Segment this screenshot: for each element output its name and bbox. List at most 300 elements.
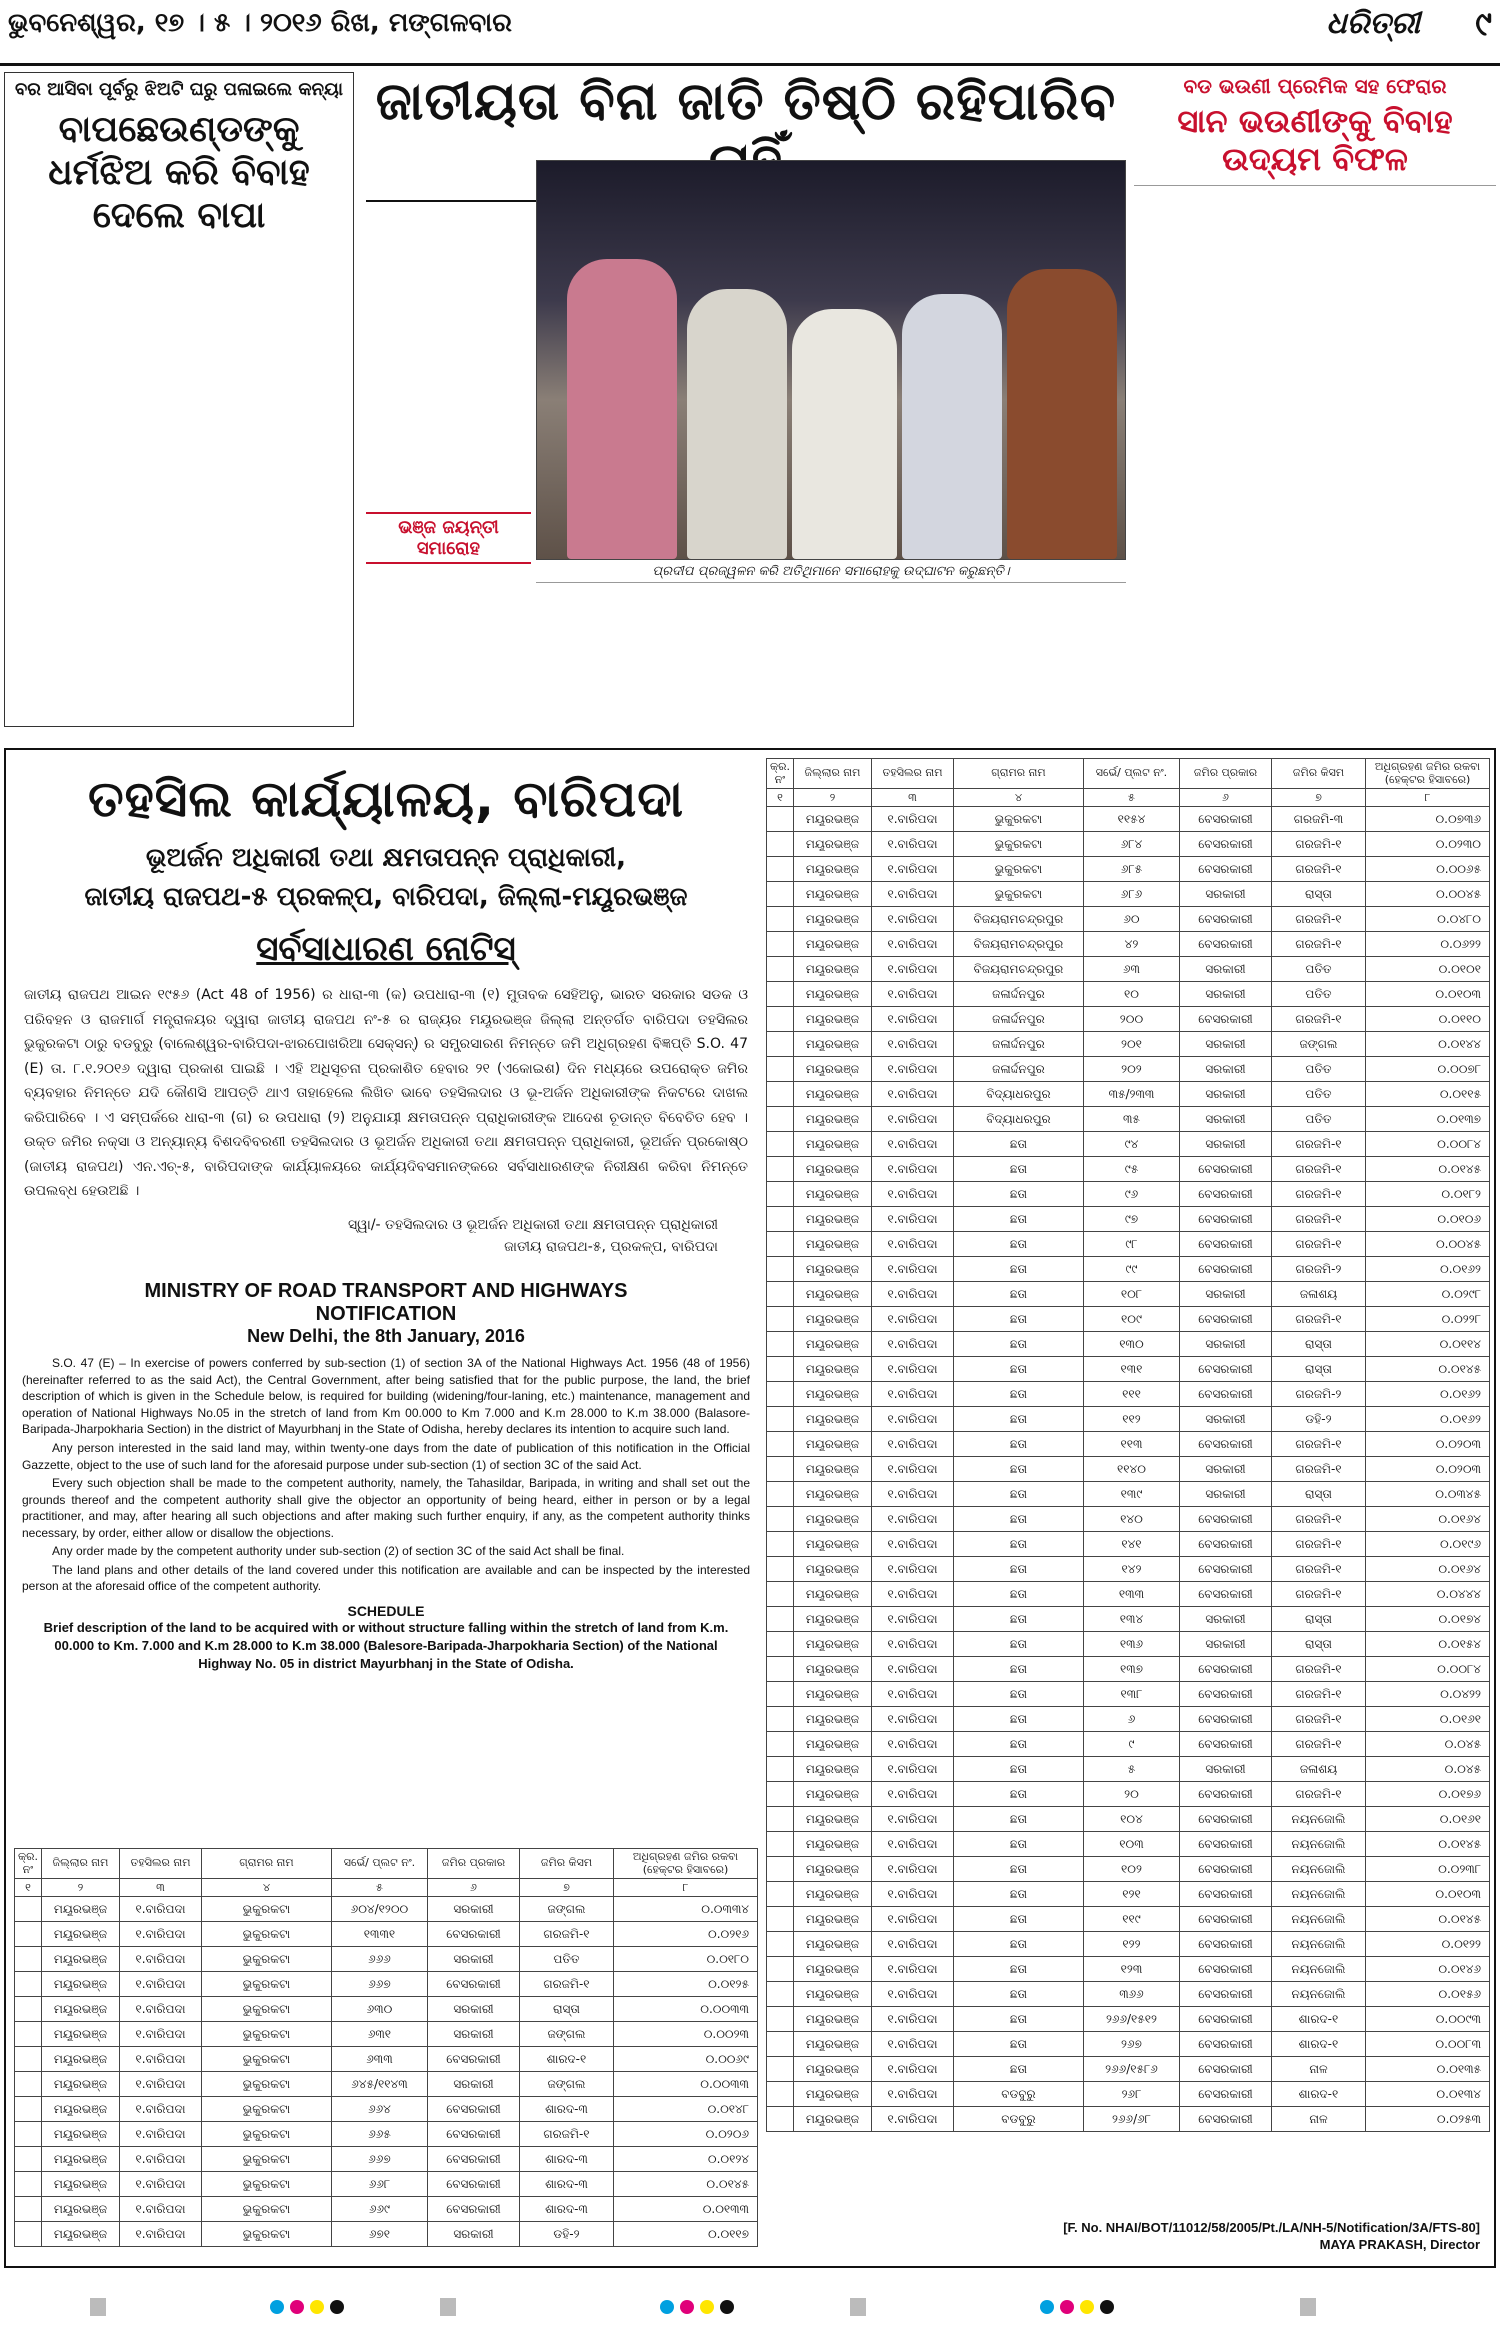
schedule-heading: SCHEDULE	[347, 1602, 425, 1619]
table-cell: ପତିତ	[1271, 957, 1365, 982]
table-cell: ବେସରକାରୀ	[1179, 1857, 1271, 1882]
table-cell: ୧୧୫୪	[1083, 807, 1179, 832]
story-right	[1134, 72, 1496, 727]
table-cell: ୦.୦୧୬୨	[1365, 1382, 1489, 1407]
table-cell: ଶାରଦ-୧	[1271, 2082, 1365, 2107]
table-cell: ୧.ବାରିପଦା	[871, 1907, 953, 1932]
table-cell: ମୟୂରଭଞ୍ଜ	[793, 982, 871, 1007]
table-row	[767, 2082, 1490, 2107]
story-center-headline: ଜାତୀୟତା ବିନା ଜାତି ତିଷ୍ଠି ରହିପାରିବ	[366, 72, 1126, 202]
table-cell: ମୟୂରଭଞ୍ଜ	[793, 2082, 871, 2107]
table-cell: ସରକାରୀ	[427, 2222, 519, 2247]
column-index: ୧	[15, 1879, 42, 1897]
table-cell: ୧.ବାରିପଦା	[871, 1032, 953, 1057]
table-cell: ଭୁକୁରକଟା	[953, 857, 1083, 882]
table-cell: ବେସରକାରୀ	[1179, 1532, 1271, 1557]
table-cell: ବେସରକାରୀ	[1179, 1232, 1271, 1257]
table-cell: ୬୪୫/୧୧୪୩	[331, 2072, 427, 2097]
government-notice	[4, 748, 1496, 2268]
table-cell: ବେସରକାରୀ	[1179, 1207, 1271, 1232]
story-right-body	[1134, 192, 1496, 732]
table-row	[767, 1407, 1490, 1432]
table-cell: ୦.୦୧୮୦	[613, 1947, 757, 1972]
table-cell: ସରକାରୀ	[1179, 1332, 1271, 1357]
table-cell	[767, 1082, 794, 1107]
story-left	[4, 72, 354, 727]
column-index: ୬	[1179, 789, 1271, 807]
table-cell: ୧.ବାରିପଦା	[871, 1357, 953, 1382]
column-header: ଜମିର ପ୍ରକାର	[427, 1849, 519, 1879]
table-cell: ୦.୦୨୩୮	[1365, 1857, 1489, 1882]
table-cell: ୨୬୬/୧୫୮୬	[1083, 2057, 1179, 2082]
table-cell: ୦.୦୪୪୪	[1365, 1582, 1489, 1607]
table-row	[767, 1157, 1490, 1182]
table-cell: ମୟୂରଭଞ୍ଜ	[793, 882, 871, 907]
table-cell: ୧.ବାରିପଦା	[871, 1482, 953, 1507]
table-cell	[767, 832, 794, 857]
table-cell: ଭୁକୁରକଟା	[201, 2222, 331, 2247]
table-cell: ବେସରକାରୀ	[427, 2197, 519, 2222]
table-cell: ୧.ବାରିପଦା	[871, 1932, 953, 1957]
table-cell: ସରକାରୀ	[1179, 1057, 1271, 1082]
table-cell: ୦.୦୨୩୦	[1365, 832, 1489, 857]
table-cell: ମୟୂରଭଞ୍ଜ	[793, 1657, 871, 1682]
table-cell: ମୟୂରଭଞ୍ଜ	[793, 1957, 871, 1982]
table-cell: ବେସରକାରୀ	[1179, 1907, 1271, 1932]
table-cell: ୯୮	[1083, 1232, 1179, 1257]
table-cell: ବିଦ୍ୟାଧରପୁର	[953, 1082, 1083, 1107]
notification-date: New Delhi, the 8th January, 2016	[247, 1326, 525, 1347]
table-cell	[767, 1232, 794, 1257]
table-cell: ଛତା	[953, 1857, 1083, 1882]
table-cell: ୦.୦୦୮୪	[1365, 1132, 1489, 1157]
table-cell: ୦.୦୧୩୩	[613, 2197, 757, 2222]
table-cell: ୧.ବାରିପଦା	[871, 1307, 953, 1332]
table-cell: ଶାରଦ-୧	[1271, 2007, 1365, 2032]
table-cell: ୦.୦୧୫୬	[1365, 1982, 1489, 2007]
table-cell: ମୟୂରଭଞ୍ଜ	[793, 1432, 871, 1457]
table-cell: ଛତା	[953, 2057, 1083, 2082]
table-cell: ନୟନଜୋଲି	[1271, 1832, 1365, 1857]
table-cell: ୬୮୪	[1083, 832, 1179, 857]
story-left-headline: ବାପଛେଉଣ୍ଡଙ୍କୁ ଧର୍ମଝିଅ କରି ବିବାହ ଦେଲେ ବାପା	[48, 109, 310, 237]
table-cell: ୦.୦୩୩୪	[613, 1897, 757, 1922]
table-cell	[767, 1957, 794, 1982]
table-cell: ଭୁକୁରକଟା	[201, 1922, 331, 1947]
table-cell: ବେସରକାରୀ	[1179, 2032, 1271, 2057]
table-cell: ମୟୂରଭଞ୍ଜ	[793, 1307, 871, 1332]
table-cell: ୧.ବାରିପଦା	[871, 1732, 953, 1757]
page-number: ୯	[1475, 4, 1492, 44]
table-cell: ବେସରକାରୀ	[1179, 832, 1271, 857]
table-cell: ମୟୂରଭଞ୍ଜ	[793, 907, 871, 932]
table-cell: ବେସରକାରୀ	[1179, 1707, 1271, 1732]
table-cell: ଛତା	[953, 1482, 1083, 1507]
table-cell: ନୟନଜୋଲି	[1271, 1857, 1365, 1882]
table-cell: ବେସରକାରୀ	[1179, 1732, 1271, 1757]
table-cell: ଛତା	[953, 1182, 1083, 1207]
table-cell: ୧.ବାରିପଦା	[871, 1582, 953, 1607]
table-cell: ବେସରକାରୀ	[1179, 1182, 1271, 1207]
table-cell: ୧୩୩	[1083, 1582, 1179, 1607]
table-cell: ବେସରକାରୀ	[1179, 2082, 1271, 2107]
table-cell: ବେସରକାରୀ	[1179, 1982, 1271, 2007]
table-cell: ୧.ବାରିପଦା	[871, 1707, 953, 1732]
table-cell: ୯୯	[1083, 1257, 1179, 1282]
table-cell: ଗରଜମି-୧	[1271, 1582, 1365, 1607]
table-row	[767, 1732, 1490, 1757]
table-cell: ଶାରଦ-୧	[519, 2047, 613, 2072]
table-cell: ଛତା	[953, 1882, 1083, 1907]
table-row	[767, 1957, 1490, 1982]
table-cell: ୧୩୪	[1083, 1607, 1179, 1632]
table-cell: ଜଳାର୍ଦ୍ଦନପୁର	[953, 982, 1083, 1007]
table-cell: ଗରଜମି-୨	[1271, 1382, 1365, 1407]
table-cell: ବେସରକାରୀ	[427, 2122, 519, 2147]
table-cell: ବେସରକାରୀ	[1179, 2057, 1271, 2082]
table-cell: ୦.୦୧୨୨	[1365, 1932, 1489, 1957]
table-cell: ପତିତ	[1271, 1082, 1365, 1107]
table-cell: ମୟୂରଭଞ୍ଜ	[41, 2072, 119, 2097]
table-cell: ବେସରକାରୀ	[1179, 932, 1271, 957]
table-cell: ରାସ୍ତା	[1271, 1332, 1365, 1357]
table-cell: ଗରଜମି-୧	[1271, 1207, 1365, 1232]
table-row	[767, 832, 1490, 857]
table-cell: ୧.ବାରିପଦା	[119, 2072, 201, 2097]
table-cell	[767, 1832, 794, 1857]
table-cell: ୦.୦୧୬୪	[1365, 1557, 1489, 1582]
table-cell: ବେସରକାରୀ	[1179, 1557, 1271, 1582]
table-cell: ନୟନଜୋଲି	[1271, 1982, 1365, 2007]
table-cell: ୧.ବାରିପଦା	[871, 1407, 953, 1432]
table-cell: ୧.ବାରିପଦା	[871, 1107, 953, 1132]
table-cell	[767, 857, 794, 882]
story-center-col-a	[366, 160, 531, 505]
table-row	[767, 982, 1490, 1007]
table-cell: ମୟୂରଭଞ୍ଜ	[793, 857, 871, 882]
table-cell: ୬୬୯	[331, 2197, 427, 2222]
table-cell	[767, 1557, 794, 1582]
table-cell	[767, 1157, 794, 1182]
column-index: ୭	[519, 1879, 613, 1897]
table-cell: ୧.ବାରିପଦା	[871, 1607, 953, 1632]
table-cell	[15, 2097, 42, 2122]
table-cell: ଭୁକୁରକଟା	[201, 1997, 331, 2022]
table-cell: ୧.ବାରିପଦା	[119, 1947, 201, 1972]
table-cell: ୦.୦୨୦୩	[1365, 1457, 1489, 1482]
table-cell: ଗରଜମି-୧	[519, 2122, 613, 2147]
table-cell: ଜଳାର୍ଦ୍ଦନପୁର	[953, 1057, 1083, 1082]
table-cell	[767, 1532, 794, 1557]
table-cell: ଭୁକୁରକଟା	[201, 2097, 331, 2122]
table-cell: ୦.୦୭୩୬	[1365, 807, 1489, 832]
table-cell: ବେସରକାରୀ	[1179, 2007, 1271, 2032]
table-cell: ମୟୂରଭଞ୍ଜ	[793, 1157, 871, 1182]
table-cell: ମୟୂରଭଞ୍ଜ	[793, 1582, 871, 1607]
table-cell: ଭୁକୁରକଟା	[201, 1972, 331, 1997]
column-header: ଅଧିଗ୍ରହଣ ଜମିର ରକବା (ହେକ୍ଟର ହିସାବରେ)	[1365, 759, 1489, 789]
table-cell: ଶାରଦ-୧	[1271, 2032, 1365, 2057]
table-row	[767, 1907, 1490, 1932]
table-cell: ୦.୦୦୬୫	[1365, 857, 1489, 882]
table-row	[15, 2047, 758, 2072]
table-cell: ୧.ବାରିପଦା	[871, 1232, 953, 1257]
table-cell: ୦.୦୪୫	[1365, 1757, 1489, 1782]
table-cell: ୦.୦୧୬୧	[1365, 1707, 1489, 1732]
column-index: ୫	[331, 1879, 427, 1897]
table-cell: ଛତା	[953, 1982, 1083, 2007]
table-row	[15, 1972, 758, 1997]
table-row	[767, 1207, 1490, 1232]
table-cell: ୧.ବାରିପଦା	[119, 2172, 201, 2197]
table-cell: ଛତା	[953, 1782, 1083, 1807]
table-cell: ମୟୂରଭଞ୍ଜ	[793, 1732, 871, 1757]
table-cell: ବେସରକାରୀ	[1179, 1257, 1271, 1282]
schedule-brief: Brief description of the land to be acquired with or without structure falling within the stretch of land from K.m. 00.000 to Km. 7.000 and K.m 28.000 to K.m 38.000 (Balesore-Baripada-Jharpokharia Section) of the National Highway No. 05 in district Mayurbhanj in the State of Odisha.	[43, 1619, 729, 1672]
table-cell	[767, 932, 794, 957]
table-cell: ମୟୂରଭଞ୍ଜ	[793, 2107, 871, 2132]
table-cell: ଛତା	[953, 1232, 1083, 1257]
table-row	[15, 2072, 758, 2097]
table-cell: ୦.୦୧୬୨	[1365, 1407, 1489, 1432]
table-cell: ୧.ବାରିପଦା	[119, 1972, 201, 1997]
table-cell: ୬୦	[1083, 907, 1179, 932]
table-cell: ମୟୂରଭଞ୍ଜ	[41, 1897, 119, 1922]
table-cell: ୦.୦୧୦୩	[1365, 982, 1489, 1007]
table-cell: ଗରଜମି-୧	[1271, 1532, 1365, 1557]
story-right-kicker: ବଡ ଭଉଣୀ ପ୍ରେମିକ ସହ ଫେରାର	[1183, 74, 1447, 98]
table-cell: ୯୭	[1083, 1207, 1179, 1232]
table-cell: ବେସରକାରୀ	[1179, 1357, 1271, 1382]
table-cell: ୬	[1083, 1707, 1179, 1732]
table-cell: ସରକାରୀ	[1179, 982, 1271, 1007]
table-cell: ୦.୦୧୭୬	[1365, 1782, 1489, 1807]
table-cell	[767, 1982, 794, 2007]
table-cell: ୧.ବାରିପଦା	[871, 1207, 953, 1232]
table-cell	[767, 1032, 794, 1057]
table-row	[15, 2122, 758, 2147]
table-cell: ୯୪	[1083, 1132, 1179, 1157]
table-cell: ଜଙ୍ଗଲ	[519, 1897, 613, 1922]
table-cell: ଛତା	[953, 1582, 1083, 1607]
table-cell: ୪୨	[1083, 932, 1179, 957]
print-color-marks	[0, 2286, 1500, 2326]
table-cell: ଗରଜମି-୨	[1271, 1257, 1365, 1282]
column-index: ୭	[1271, 789, 1365, 807]
table-cell: ୯୬	[1083, 1182, 1179, 1207]
table-cell: ବେସରକାରୀ	[1179, 857, 1271, 882]
table-cell: ୧୦୨	[1083, 1857, 1179, 1882]
table-cell: ପତିତ	[519, 1947, 613, 1972]
table-cell: ବେସରକାରୀ	[1179, 1957, 1271, 1982]
table-row	[767, 2007, 1490, 2032]
table-cell: ୧.ବାରିପଦା	[871, 882, 953, 907]
table-cell: ୦.୦୧୬୨	[1365, 1257, 1489, 1282]
table-row	[15, 2022, 758, 2047]
table-cell: ମୟୂରଭଞ୍ଜ	[793, 1682, 871, 1707]
table-cell: ଗରଜମି-୧	[1271, 857, 1365, 882]
table-row	[767, 932, 1490, 957]
story-center	[366, 72, 1126, 727]
table-cell: ୦.୦୧୬୪	[1365, 1507, 1489, 1532]
table-row	[767, 1232, 1490, 1257]
table-cell: ୦.୦୧୧୦	[1365, 1007, 1489, 1032]
table-cell: ୧.ବାରିପଦା	[871, 2032, 953, 2057]
column-header: କ୍ର. ନଂ	[15, 1849, 42, 1879]
table-header-row	[767, 759, 1490, 789]
table-cell: ବିଜୟରାମଚନ୍ଦ୍ରପୁର	[953, 907, 1083, 932]
table-cell: ୧.ବାରିପଦା	[871, 1257, 953, 1282]
table-cell: ୦.୦୧୪୫	[1365, 1907, 1489, 1932]
table-cell: ୧.ବାରିପଦା	[871, 1982, 953, 2007]
table-cell: ୧.ବାରିପଦା	[871, 832, 953, 857]
table-cell: ଛତା	[953, 2007, 1083, 2032]
table-cell: ୯୫	[1083, 1157, 1179, 1182]
table-cell: ଭୁକୁରକଟା	[201, 2172, 331, 2197]
table-cell	[15, 1972, 42, 1997]
table-cell: ୦.୦୦୯୩	[1365, 2007, 1489, 2032]
notice-left-column	[14, 758, 758, 2258]
table-cell: ୧.ବାରିପଦା	[871, 1857, 953, 1882]
table-cell: ୧.ବାରିପଦା	[871, 1332, 953, 1357]
column-index: ୬	[427, 1879, 519, 1897]
table-cell	[767, 1907, 794, 1932]
table-cell: ୧୪୦	[1083, 1507, 1179, 1532]
table-cell: ବେସରକାରୀ	[1179, 1007, 1271, 1032]
table-cell: ଛତା	[953, 1807, 1083, 1832]
table-cell: ୬୬୬	[331, 1947, 427, 1972]
file-reference: [F. No. NHAI/BOT/11012/58/2005/Pt./LA/NH-5/Notification/3A/FTS-80]	[1063, 2219, 1480, 2235]
table-row	[767, 1532, 1490, 1557]
column-header: ଜିଲ୍ଲାର ନାମ	[41, 1849, 119, 1879]
table-cell	[15, 2172, 42, 2197]
column-header: ଜମିର ପ୍ରକାର	[1179, 759, 1271, 789]
table-cell	[767, 1782, 794, 1807]
table-cell: ବେସରକାରୀ	[427, 2147, 519, 2172]
table-cell: ୩୫/୨୩୩	[1083, 1082, 1179, 1107]
table-row	[15, 2197, 758, 2222]
table-cell: ନୟନଜୋଲି	[1271, 1882, 1365, 1907]
table-cell: ୦.୦୦୭୮	[1365, 1057, 1489, 1082]
table-cell: ୦.୦୧୪୫	[1365, 1157, 1489, 1182]
table-cell: ୦.୦୧୩୪	[1365, 2082, 1489, 2107]
table-cell: ବିଦ୍ୟାଧରପୁର	[953, 1107, 1083, 1132]
table-cell: ସରକାରୀ	[1179, 1757, 1271, 1782]
table-cell: ମୟୂରଭଞ୍ଜ	[793, 1007, 871, 1032]
table-cell: ଗରଜମି-୧	[1271, 1157, 1365, 1182]
table-cell: ମୟୂରଭଞ୍ଜ	[793, 1782, 871, 1807]
table-cell: ଛତା	[953, 1307, 1083, 1332]
table-cell: ୧.ବାରିପଦା	[871, 1957, 953, 1982]
table-cell: ୨୦	[1083, 1782, 1179, 1807]
table-cell: ୦.୦୧୪୮	[613, 2097, 757, 2122]
table-cell: ୧.ବାରିପଦା	[871, 1682, 953, 1707]
table-cell: ଛତା	[953, 1832, 1083, 1857]
table-cell: ମୟୂରଭଞ୍ଜ	[793, 1332, 871, 1357]
table-cell: ୧୧୨	[1083, 1407, 1179, 1432]
column-header: କ୍ର. ନଂ	[767, 759, 794, 789]
column-index: ୫	[1083, 789, 1179, 807]
table-cell: ମୟୂରଭଞ୍ଜ	[793, 2057, 871, 2082]
table-cell	[767, 1382, 794, 1407]
table-cell: ମୟୂରଭଞ୍ଜ	[41, 1997, 119, 2022]
table-cell: ଗରଜମି-୧	[1271, 1457, 1365, 1482]
table-cell: ୧୦୮	[1083, 1282, 1179, 1307]
column-header: ସର୍ଭେ/ ପ୍ଲଟ ନଂ.	[331, 1849, 427, 1879]
table-row	[15, 2147, 758, 2172]
column-index: ୩	[119, 1879, 201, 1897]
table-cell: ସରକାରୀ	[1179, 1632, 1271, 1657]
table-row	[767, 1682, 1490, 1707]
table-cell: ମୟୂରଭଞ୍ଜ	[793, 1932, 871, 1957]
table-cell: ୧.ବାରିପଦା	[871, 982, 953, 1007]
table-cell: ୧୨୧	[1083, 1882, 1179, 1907]
table-cell: ୦.୦୧୦୬	[1365, 1207, 1489, 1232]
table-row	[15, 2222, 758, 2247]
table-cell	[767, 1357, 794, 1382]
table-cell: ୧.ବାରିପଦା	[871, 1807, 953, 1832]
table-cell: ଛତା	[953, 1382, 1083, 1407]
table-row	[767, 1857, 1490, 1882]
table-cell: ରାସ୍ତା	[519, 1997, 613, 2022]
table-cell: ସରକାରୀ	[1179, 1107, 1271, 1132]
table-cell: ଶାରଦ-୩	[519, 2172, 613, 2197]
table-cell: ଛତା	[953, 1682, 1083, 1707]
table-cell: ମୟୂରଭଞ୍ଜ	[41, 2022, 119, 2047]
table-cell: ୧୦	[1083, 982, 1179, 1007]
table-cell: ମୟୂରଭଞ୍ଜ	[793, 1232, 871, 1257]
table-cell	[767, 1932, 794, 1957]
table-cell	[15, 1947, 42, 1972]
table-cell: ୬୬୫	[331, 2122, 427, 2147]
table-cell: ରାସ୍ତା	[1271, 1482, 1365, 1507]
table-row	[767, 1282, 1490, 1307]
table-cell: ଭୁକୁରକଟା	[201, 2047, 331, 2072]
table-cell: ଭୁକୁରକଟା	[201, 1947, 331, 1972]
table-cell: ମୟୂରଭଞ୍ଜ	[793, 1707, 871, 1732]
table-cell: ଜଳାର୍ଦ୍ଦନପୁର	[953, 1032, 1083, 1057]
table-cell: ବଡବୁରୁ	[953, 2107, 1083, 2132]
column-index: ୮	[1365, 789, 1489, 807]
table-cell: ଗରଜମି-୧	[519, 1922, 613, 1947]
column-index: ୪	[953, 789, 1083, 807]
table-cell	[767, 957, 794, 982]
table-cell: ଗରଜମି-୧	[1271, 1307, 1365, 1332]
column-header: ଅଧିଗ୍ରହଣ ଜମିର ରକବା (ହେକ୍ଟର ହିସାବରେ)	[613, 1849, 757, 1879]
table-cell: ମୟୂରଭଞ୍ଜ	[793, 1832, 871, 1857]
table-cell: ବେସରକାରୀ	[1179, 1782, 1271, 1807]
table-cell: ନାଳ	[1271, 2107, 1365, 2132]
table-cell: ମୟୂରଭଞ୍ଜ	[793, 1457, 871, 1482]
column-index: ୮	[613, 1879, 757, 1897]
table-cell: ୧.ବାରିପଦା	[871, 1382, 953, 1407]
table-cell: ବଡବୁରୁ	[953, 2082, 1083, 2107]
column-index: ୧	[767, 789, 794, 807]
table-cell: ୧୩୩୧	[331, 1922, 427, 1947]
table-cell	[15, 2047, 42, 2072]
table-cell: ୦.୦୧୦୧	[1365, 957, 1489, 982]
table-row	[767, 1032, 1490, 1057]
table-cell: ଛତା	[953, 1607, 1083, 1632]
table-cell: ୧୪୨	[1083, 1557, 1179, 1582]
table-cell	[767, 1732, 794, 1757]
table-cell: ଜଳାଶୟ	[1271, 1757, 1365, 1782]
table-cell: ସରକାରୀ	[427, 1897, 519, 1922]
table-cell: ନୟନଜୋଲି	[1271, 1907, 1365, 1932]
table-cell: ୦.୦୧୩୭	[1365, 1107, 1489, 1132]
table-cell: ୬୮୬	[1083, 882, 1179, 907]
table-cell: ମୟୂରଭଞ୍ଜ	[41, 2172, 119, 2197]
